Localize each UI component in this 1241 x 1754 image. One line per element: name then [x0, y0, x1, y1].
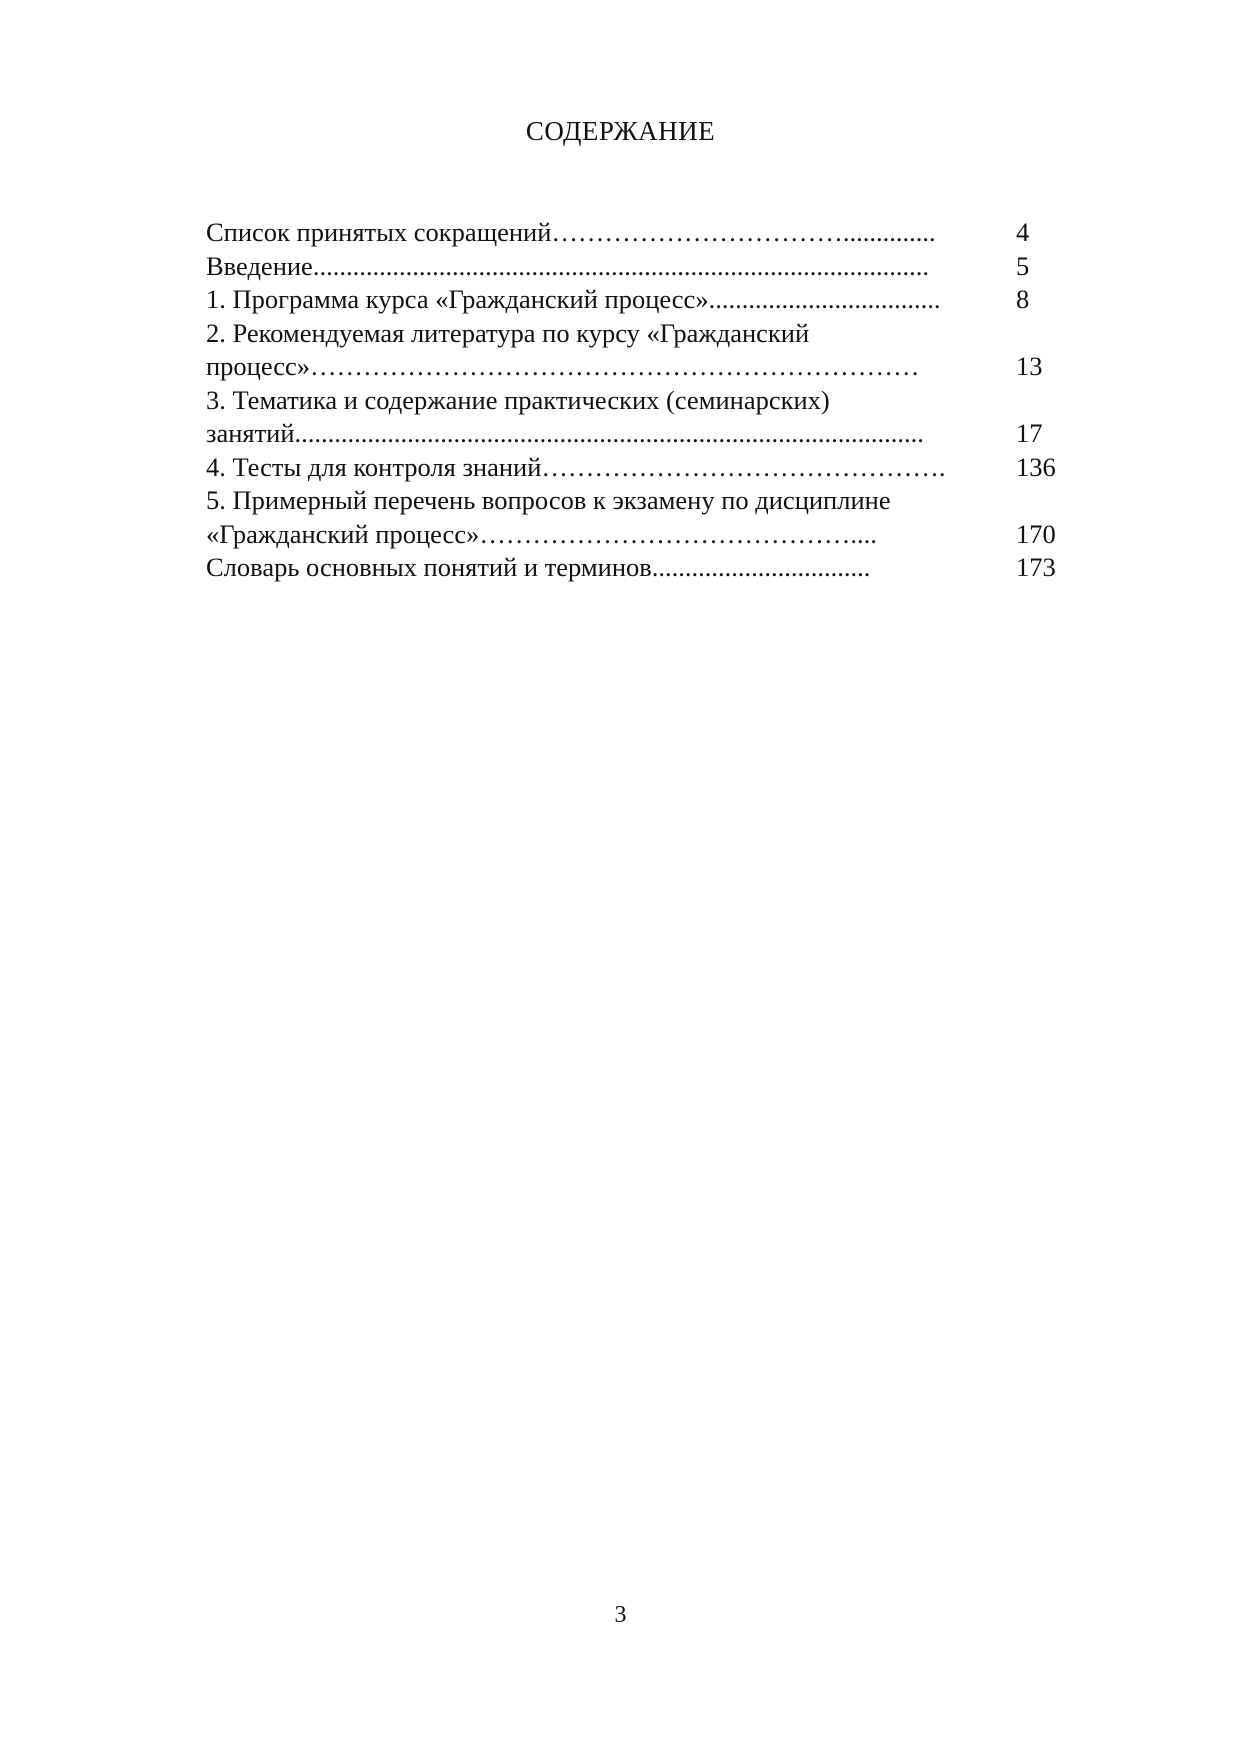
toc-entry-text: 4. Тесты для контроля знаний……………………………………….	[206, 451, 946, 482]
toc-entry-page: 136	[1016, 451, 1056, 482]
toc-entry-text: 3. Тематика и содержание практических (семинарских)	[206, 384, 830, 415]
toc-entry-page: 8	[1016, 284, 1030, 314]
toc-entry-text: Введение.............................................................................................	[206, 250, 929, 281]
toc-entry-text-continued: процесс»……………………………………………………………	[206, 351, 920, 381]
toc-entry-course-program	[206, 283, 1096, 317]
toc-entry-page: 13	[1016, 351, 1043, 381]
toc-entry-seminars	[206, 384, 1096, 451]
toc-entry-page: 173	[1016, 552, 1056, 582]
toc-entry-tests	[206, 451, 1096, 485]
toc-entry-page: 5	[1016, 250, 1030, 281]
toc-entry-text: Словарь основных понятий и терминов.................................	[206, 552, 871, 582]
toc-entry-literature	[206, 317, 1096, 384]
toc-entry-text: Список принятых сокращений……………………………..............	[206, 217, 936, 247]
document-title: СОДЕРЖАНИЕ	[525, 116, 716, 146]
toc-entry-text: 5. Примерный перечень вопросов к экзамену по дисциплине	[206, 485, 891, 515]
toc-entry-page: 17	[1016, 418, 1043, 448]
toc-entry-text-continued: занятий...............................................................................................	[206, 418, 924, 448]
toc-entry-page: 170	[1016, 518, 1056, 549]
toc-entry-abbreviations	[206, 216, 1096, 250]
toc-entry-introduction	[206, 250, 1096, 284]
toc-entry-text-continued: «Гражданский процесс»……………………………………....	[206, 518, 877, 549]
toc-entry-glossary	[206, 551, 1096, 585]
toc-entry-page: 4	[1016, 217, 1030, 247]
table-of-contents	[206, 216, 1096, 585]
toc-entry-exam-questions	[206, 484, 1096, 551]
toc-entry-text: 1. Программа курса «Гражданский процесс»...................................	[206, 284, 941, 314]
page-number: 3	[614, 1602, 627, 1628]
toc-entry-text: 2. Рекомендуемая литература по курсу «Гражданский	[206, 317, 810, 348]
